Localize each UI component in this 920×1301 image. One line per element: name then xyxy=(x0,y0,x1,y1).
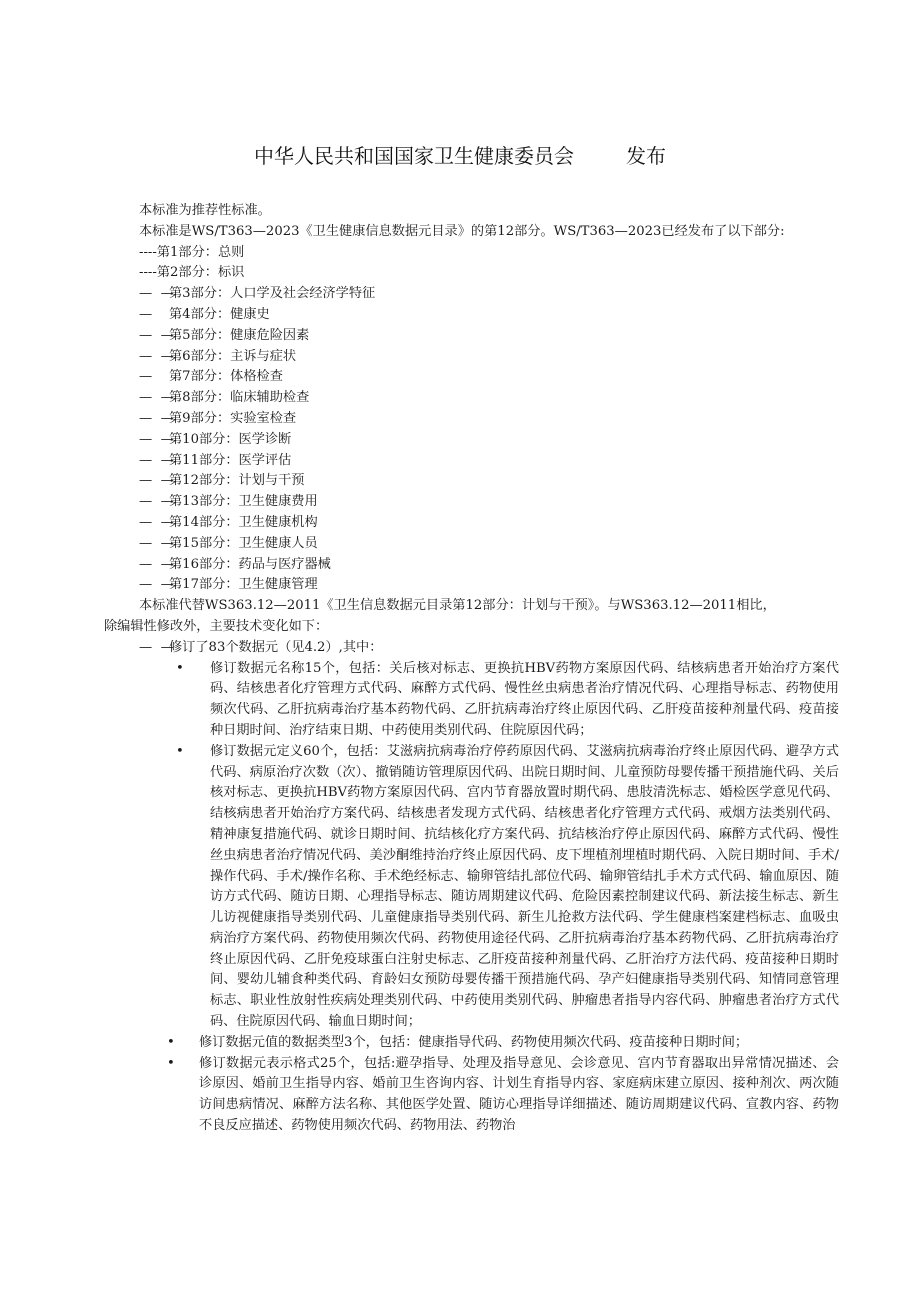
part-prefix: — — xyxy=(139,452,174,468)
issuer-name: 中华人民共和国国家卫生健康委员会 xyxy=(254,144,574,168)
part-prefix: — — xyxy=(139,431,174,447)
bullet-text: 修订数据元值的数据类型3个，包括：健康指导代码、药物使用频次代码、疫苗接种日期时间； xyxy=(199,1034,749,1050)
part-item xyxy=(139,367,839,388)
part-text: 第5部分：健康危险因素 xyxy=(169,327,310,343)
part-text: 第12部分：计划与干预 xyxy=(169,473,305,489)
part-text: 第10部分：医学诊断 xyxy=(169,431,292,447)
part-item xyxy=(139,555,839,576)
bullet-item xyxy=(139,742,839,1033)
part-prefix: ---- xyxy=(139,265,157,281)
bullet-dot: • xyxy=(176,660,184,676)
intro-paragraph: 本标准是WS/T363—2023《卫生健康信息数据元目录》的第12部分。WS/T363—2023已经发布了以下部分: xyxy=(139,223,785,239)
issuer-line xyxy=(0,140,920,169)
revised-item xyxy=(139,638,839,659)
bullet-dot: • xyxy=(167,1055,175,1071)
part-prefix: — — xyxy=(139,556,174,572)
bullet-text: 修订数据元表示格式25个，包括:避孕指导、处理及指导意见、会诊意见、宫内节育器取出异常情况描述、会诊原因、婚前卫生指导内容、婚前卫生咨询内容、计划生育指导内容、家庭病床建立原因、接种剂次、两次随访间患病情况、麻醉方法名称、其他医学处置、随访心理指导详细描述、随访周期建议代码、宣教内容、药物不良反应描述、药物使用频次代码、药物用法、药物治 xyxy=(199,1055,839,1134)
part-item xyxy=(139,347,839,368)
part-item xyxy=(139,263,839,284)
bullet-dot: • xyxy=(176,743,184,759)
bullet-item xyxy=(139,659,839,742)
part-text: 第8部分：临床辅助检查 xyxy=(169,390,310,406)
part-text: 第9部分：实验室检查 xyxy=(169,410,297,426)
part-item xyxy=(139,471,839,492)
part-prefix: ---- xyxy=(139,244,157,260)
part-item xyxy=(139,492,839,513)
revised-text: 修订了83个数据元（见4.2）,其中： xyxy=(169,639,383,655)
part-prefix: — — xyxy=(139,514,174,530)
recommend-statement: 本标准为推荐性标准。 xyxy=(139,203,271,218)
part-prefix: — — xyxy=(139,494,174,510)
part-text: 第2部分：标识 xyxy=(156,265,245,281)
part-text: 第11部分：医学评估 xyxy=(169,452,292,468)
bullet-item xyxy=(139,1054,839,1137)
part-text: 第16部分：药品与医疗器械 xyxy=(169,556,331,572)
part-prefix: — — xyxy=(139,286,174,302)
part-text: 第13部分：卫生健康费用 xyxy=(169,494,318,510)
bullet-text: 修订数据元名称15个，包括：关后核对标志、更换抗HBV药物方案原因代码、结核病患者开始治疗方案代码、结核患者化疗管理方式代码、麻醉方式代码、慢性丝虫病患者治疗情况代码、心理指导标志、药物使用频次代码、乙肝抗病毒治疗基本药物代码、乙肝抗病毒治疗终止原因代码、乙肝疫苗接种剂量代码、疫苗接种日期时间、治疗结束日期、中药使用类别代码、住院原因代码； xyxy=(210,660,839,738)
bullet-text: 修订数据元定义60个，包括：艾滋病抗病毒治疗停药原因代码、艾滋病抗病毒治疗终止原因代码、避孕方式代码、病原治疗次数（次）、撤销随访管理原因代码、出院日期时间、儿童预防母婴传播干预措施代码、关后核对标志、更换抗HBV药物方案原因代码、宫内节育器放置时期代码、患肢清洗标志、婚检医学意见代码、结核病患者开始治疗方案代码、结核患者发现方式代码、结核患者化疗管理方式代码、戒烟方法类别代码、精神康复措施代码、就诊日期时间、抗结核化疗方案代码、抗结核治疗停止原因代码、麻醉方式代码、慢性丝虫病患者治疗情况代码、美沙酮维持治疗终止原因代码、皮下埋植剂埋植时期代码、入院日期时间、手术/操作代码、手术/操作名称、手术绝经标志、输卵管结扎部位代码、输卵管结扎手术方式代码、输血原因、随访方式代码、随访日期、心理指导标志、随访周期建议代码、危险因素控制建议代码、新法接生标志、新生儿访视健康指导类别代码、儿童健康指导类别代码、新生儿抢救方法代码、学生健康档案建档标志、血吸虫病治疗方案代码、药物使用频次代码、药物使用途径代码、乙肝抗病毒治疗基本药物代码、乙肝抗病毒治疗终止原因代码、乙肝免疫球蛋白注射史标志、乙肝疫苗接种剂量代码、乙肝治疗方法代码、疫苗接种日期时间、婴幼儿辅食种类代码、育龄妇女预防母婴传播干预措施代码、孕产妇健康指导类别代码、知情同意管理标志、职业性放射性疾病处理类别代码、中药使用类别代码、肿瘤患者指导内容代码、肿瘤患者治疗方式代码、住院原因代码、输血日期时间； xyxy=(210,743,839,1030)
bullet-dot: • xyxy=(167,1034,175,1050)
part-item xyxy=(139,430,839,451)
part-text: 第14部分：卫生健康机构 xyxy=(169,514,318,530)
part-prefix: — — xyxy=(139,473,174,489)
part-text: 第4部分：健康史 xyxy=(169,306,270,322)
part-item xyxy=(139,326,839,347)
bullet-item xyxy=(139,1033,839,1054)
replacement-statement: 本标准代替WS363.12—2011《卫生信息数据元目录第12部分：计划与干预》。与WS363.12—2011相比， xyxy=(139,598,776,614)
part-prefix: — — xyxy=(139,327,174,343)
part-item xyxy=(139,284,839,305)
publish-label: 发布 xyxy=(626,144,666,168)
part-text: 第17部分：卫生健康管理 xyxy=(169,577,318,593)
part-item xyxy=(139,305,839,326)
part-prefix: — — xyxy=(139,348,174,364)
part-item xyxy=(139,409,839,430)
revised-prefix: — — xyxy=(139,639,174,655)
part-prefix: — — xyxy=(139,577,174,593)
replacement-statement-cont: 除编辑性修改外，主要技术变化如下： xyxy=(104,618,329,634)
part-prefix: — — xyxy=(139,535,174,551)
part-text: 第15部分：卫生健康人员 xyxy=(169,535,318,551)
document-body xyxy=(104,201,839,1137)
part-item xyxy=(139,534,839,555)
part-text: 第3部分：人口学及社会经济学特征 xyxy=(169,286,376,302)
parts-list xyxy=(139,243,839,597)
part-text: 第7部分：体格检查 xyxy=(169,369,283,385)
part-prefix: — — xyxy=(139,390,174,406)
part-text: 第6部分：主诉与症状 xyxy=(169,348,297,364)
part-item xyxy=(139,575,839,596)
part-prefix: — — xyxy=(139,410,174,426)
part-prefix: — xyxy=(139,306,165,322)
part-item xyxy=(139,451,839,472)
part-item xyxy=(139,243,839,264)
part-prefix: — xyxy=(139,369,165,385)
part-item xyxy=(139,513,839,534)
part-text: 第1部分：总则 xyxy=(156,244,245,260)
part-item xyxy=(139,388,839,409)
